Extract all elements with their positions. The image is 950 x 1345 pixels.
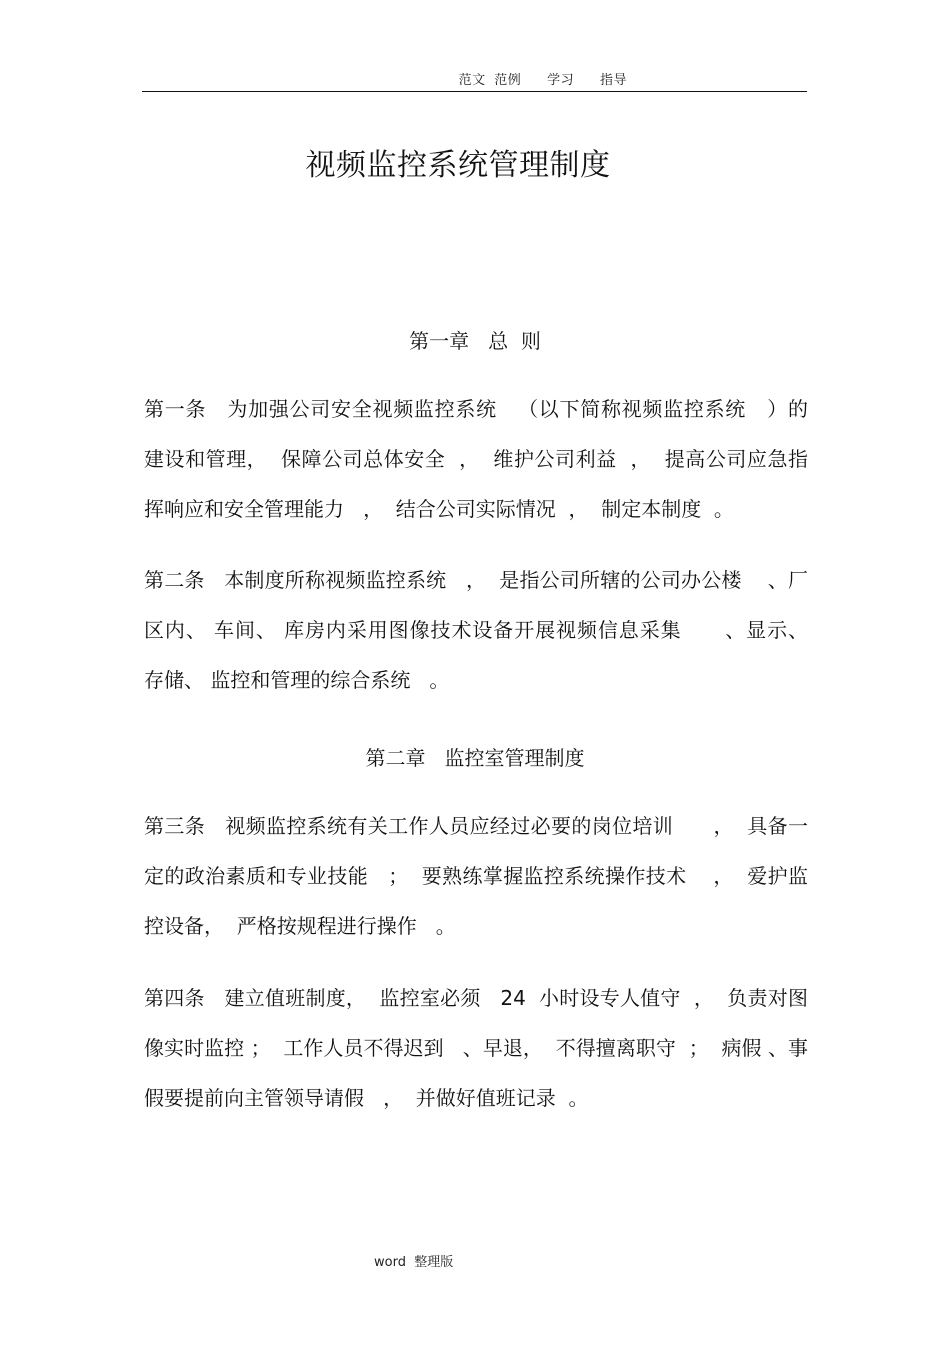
- header-divider: [142, 91, 807, 92]
- paragraph-line: 第一条 为加强公司安全视频监控系统 （以下简称视频监控系统 ）的: [144, 397, 808, 421]
- paragraph-line: 第二条 本制度所称视频监控系统 ， 是指公司所辖的公司办公楼 、厂: [144, 568, 808, 592]
- paragraph-line: 挥响应和安全管理能力 ， 结合公司实际情况 ， 制定本制度 。: [144, 497, 734, 521]
- paragraph-line: 第三条 视频监控系统有关工作人员应经过必要的岗位培训 ， 具备一: [144, 814, 808, 838]
- article-paragraph: [144, 393, 808, 543]
- paragraph-line: 区内、 车间、 库房内采用图像技术设备开展视频信息采集 、显示、: [144, 618, 808, 642]
- paragraph-line: 存储、 监控和管理的综合系统 。: [144, 668, 450, 692]
- paragraph-line: 像实时监控 ； 工作人员不得迟到 、早退， 不得擅离职守 ； 病假 、事: [144, 1036, 808, 1060]
- page-footer: word 整理版: [374, 1255, 454, 1270]
- paragraph-line: 第四条 建立值班制度， 监控室必须 24 小时设专人值守 ， 负责对图: [144, 986, 808, 1010]
- paragraph-line: 假要提前向主管领导请假 ， 并做好值班记录 。: [144, 1086, 589, 1110]
- paragraph-line: 控设备， 严格按规程进行操作 。: [144, 914, 456, 938]
- chapter-heading: 第二章 监控室管理制度: [365, 746, 585, 770]
- document-title: 视频监控系统管理制度: [305, 148, 611, 183]
- article-paragraph: [144, 982, 808, 1132]
- chapter-heading: 第一章 总 则: [409, 329, 541, 353]
- article-paragraph: [144, 564, 808, 714]
- paragraph-line: 建设和管理， 保障公司总体安全 ， 维护公司利益 ， 提高公司应急指: [144, 447, 808, 471]
- paragraph-line: 定的政治素质和专业技能 ； 要熟练掌握监控系统操作技术 ， 爱护监: [144, 864, 808, 888]
- article-paragraph: [144, 810, 808, 960]
- page-header: 范文 范例 学习 指导: [458, 73, 627, 88]
